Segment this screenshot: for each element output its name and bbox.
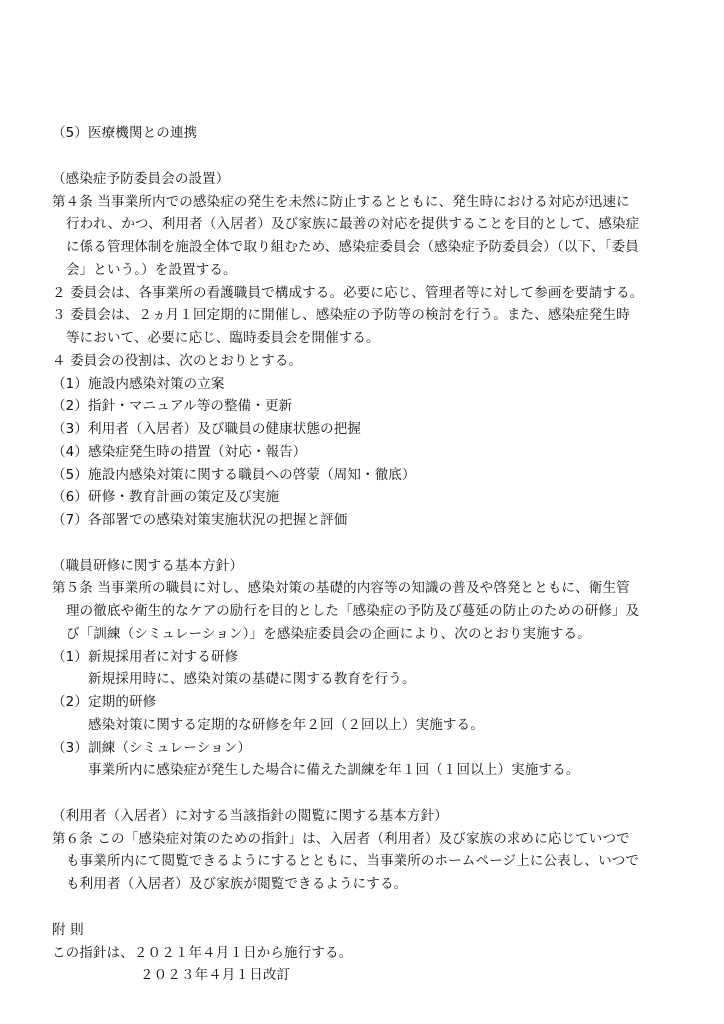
role-item: （7）各部署での感染対策実施状況の把握と評価 (52, 512, 348, 528)
training-item-desc: 新規採用時に、感染対策の基礎に関する教育を行う。 (88, 671, 416, 687)
training-item-desc: 事業所内に感染症が発生した場合に備えた訓練を年１回（１回以上）実施する。 (88, 762, 580, 778)
article-5-line: 理の徹底や衛生的なケアの励行を目的とした「感染症の予防及び蔓延の防止のための研修」及 (66, 603, 640, 619)
article-5-line: び「訓練（シミュレーション）」を感染症委員会の企画により、次のとおり実施する。 (66, 626, 591, 642)
training-item-title: （1）新規採用者に対する研修 (52, 649, 239, 665)
role-item: （5）施設内感染対策に関する職員への啓蒙（周知・徹底） (52, 467, 416, 483)
section-title-medical-cooperation: （5）医療機関との連携 (52, 125, 198, 141)
revision-date: ２０２３年４月１日改訂 (140, 967, 291, 983)
heading-training: （職員研修に関する基本方針） (52, 558, 244, 574)
article-4-line: 第４条 当事業所内での感染症の発生を未然に防止するとともに、発生時における対応が迅速に (52, 194, 630, 210)
article-6-line: 第６条 この「感染症対策のための指針」は、入居者（利用者）及び家族の求めに応じていつで (52, 831, 630, 847)
enforcement-date: この指針は、２０２１年４月１日から施行する。 (52, 945, 353, 961)
article-4-para-3-line: 等において、必要に応じ、臨時委員会を開催する。 (66, 330, 380, 346)
training-item-desc: 感染対策に関する定期的な研修を年２回（２回以上）実施する。 (88, 717, 484, 733)
article-6-line: も利用者（入居者）及び家族が閲覧できるようにする。 (66, 876, 408, 892)
supplementary-heading: 附 則 (52, 922, 84, 938)
role-item: （3）利用者（入居者）及び職員の健康状態の把握 (52, 421, 362, 437)
article-5-line: 第５条 当事業所の職員に対し、感染対策の基礎的内容等の知識の普及や啓発とともに、衛生管 (52, 580, 630, 596)
article-4-para-2: ２ 委員会は、各事業所の看護職員で構成する。必要に応じ、管理者等に対して参画を要請する。 (52, 285, 644, 301)
role-item: （1）施設内感染対策の立案 (52, 376, 225, 392)
training-item-title: （3）訓練（シミュレーション） (52, 740, 252, 756)
role-item: （4）感染症発生時の措置（対応・報告） (52, 444, 307, 460)
article-4-line: に係る管理体制を施設全体で取り組むため、感染症委員会（感染症予防委員会）（以下、「委員 (66, 239, 639, 255)
training-item-title: （2）定期的研修 (52, 694, 157, 710)
article-4-para-4: ４ 委員会の役割は、次のとおりとする。 (52, 353, 303, 369)
article-4-para-3-line: ３ 委員会は、２ヵ月１回定期的に開催し、感染症の予防等の検討を行う。また、感染症発生時 (52, 307, 630, 323)
article-6-line: も事業所内にて閲覧できるようにするとともに、当事業所のホームページ上に公表し、いつで (66, 853, 640, 869)
heading-viewing: （利用者（入居者）に対する当該指針の閲覧に関する基本方針） (52, 808, 448, 824)
role-item: （6）研修・教育計画の策定及び実施 (52, 489, 280, 505)
heading-committee: （感染症予防委員会の設置） (52, 171, 230, 187)
article-4-line: 行われ、かつ、利用者（入居者）及び家族に最善の対応を提供することを目的として、感染症 (66, 216, 640, 232)
article-4-line: 会」という。）を設置する。 (66, 262, 237, 278)
role-item: （2）指針・マニュアル等の整備・更新 (52, 398, 293, 414)
